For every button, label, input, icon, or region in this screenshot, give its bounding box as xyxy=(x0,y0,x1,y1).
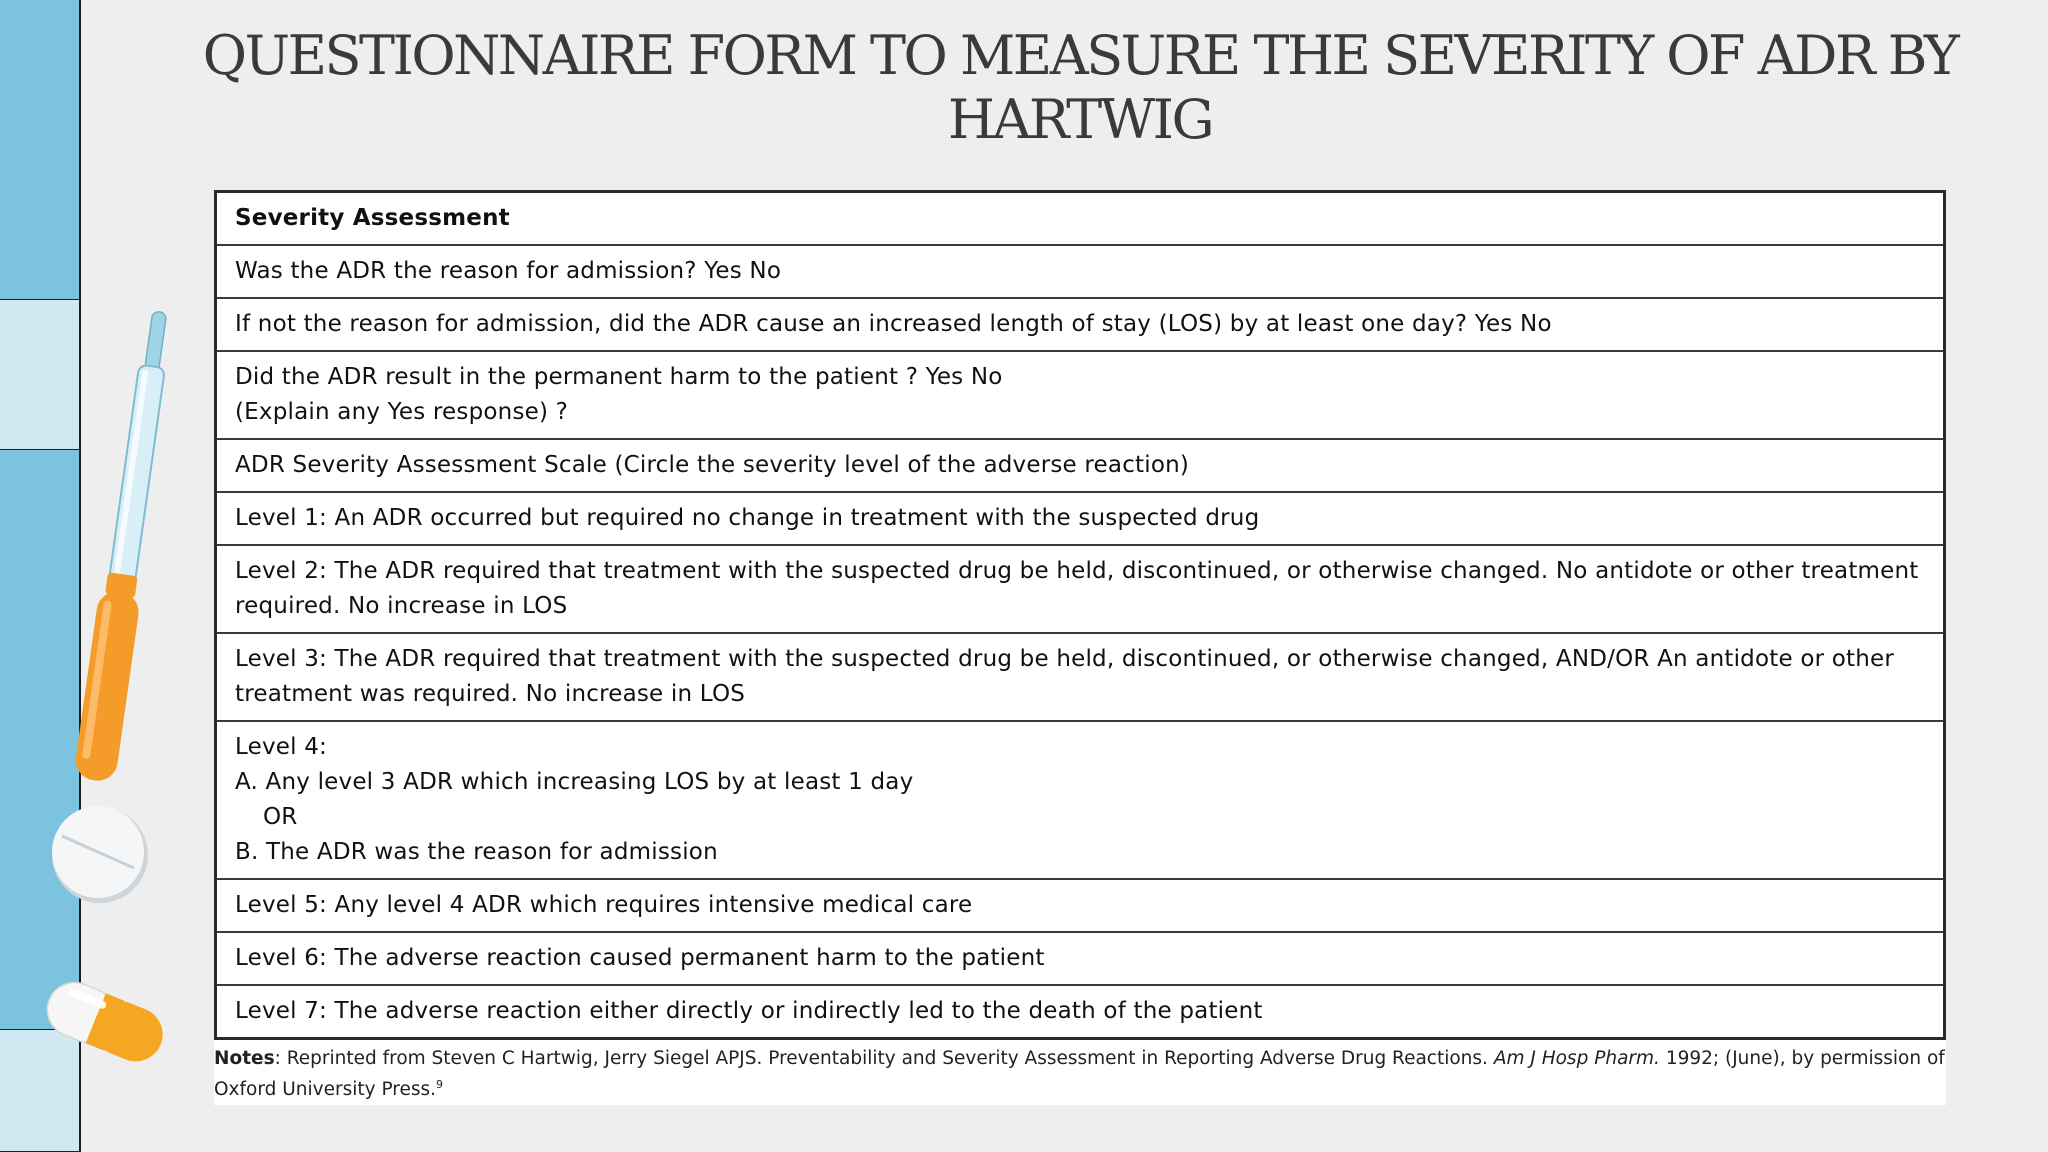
cell-line: Did the ADR result in the permanent harm to the patient ? Yes No xyxy=(235,364,1003,390)
cell-line: OR xyxy=(263,804,298,830)
table-row xyxy=(216,245,1945,298)
table-row xyxy=(216,351,1945,439)
table-cell xyxy=(216,985,1945,1039)
cell-line: A. Any level 3 ADR which increasing LOS by at least 1 day xyxy=(235,769,914,795)
notes-text: : Reprinted from Steven C Hartwig, Jerry Siegel APJS. Preventability and Severity Assessment in Reporting Adverse Drug Reactions. xyxy=(274,1048,1494,1069)
table-row xyxy=(216,439,1945,492)
strip-segment xyxy=(0,450,81,1030)
table-cell xyxy=(216,932,1945,985)
notes-reference: 9 xyxy=(436,1078,444,1091)
dropper-icon xyxy=(73,309,180,783)
cell-line: B. The ADR was the reason for admission xyxy=(235,839,718,865)
notes-text-2: 1992; (June), by permission of Oxford University Press. xyxy=(214,1048,1945,1101)
table-header: Severity Assessment xyxy=(216,192,1945,246)
cell-line: Level 7: The adverse reaction either directly or indirectly led to the death of the patient xyxy=(235,998,1263,1024)
cell-line: Was the ADR the reason for admission? Yes No xyxy=(235,258,782,284)
strip-segment xyxy=(0,0,81,300)
notes-label: Notes xyxy=(214,1048,275,1069)
table-row xyxy=(216,932,1945,985)
table-notes xyxy=(214,1040,1946,1105)
table-cell xyxy=(216,721,1945,879)
table-row xyxy=(216,492,1945,545)
severity-assessment-form xyxy=(214,190,1946,1105)
cell-line: Level 5: Any level 4 ADR which requires intensive medical care xyxy=(235,892,973,918)
table-cell xyxy=(216,298,1945,351)
table-row xyxy=(216,879,1945,932)
table-row xyxy=(216,545,1945,633)
cell-line: Level 2: The ADR required that treatment with the suspected drug be held, discontinued, or otherwise changed. No antidote or other treatment required. No increase in LOS xyxy=(235,558,1919,619)
severity-table xyxy=(214,190,1946,1040)
cell-line: (Explain any Yes response) ? xyxy=(235,399,569,425)
cell-line: Level 6: The adverse reaction caused permanent harm to the patient xyxy=(235,945,1045,971)
table-cell xyxy=(216,545,1945,633)
table-row xyxy=(216,985,1945,1039)
table-cell xyxy=(216,633,1945,721)
strip-segment xyxy=(0,300,81,450)
notes-journal: Am J Hosp Pharm. xyxy=(1493,1048,1660,1069)
table-row xyxy=(216,298,1945,351)
table-header-row xyxy=(216,192,1945,246)
cell-line: Level 1: An ADR occurred but required no change in treatment with the suspected drug xyxy=(235,505,1260,531)
table-row xyxy=(216,633,1945,721)
table-row xyxy=(216,721,1945,879)
cell-line: Level 3: The ADR required that treatment with the suspected drug be held, discontinued, or otherwise changed, AND/OR An antidote or other treatment was required. No increase in LOS xyxy=(235,646,1895,707)
table-cell xyxy=(216,351,1945,439)
slide-title: QUESTIONNAIRE FORM TO MEASURE THE SEVERITY OF ADR BY HARTWIG xyxy=(202,24,1958,151)
cell-line: ADR Severity Assessment Scale (Circle the severity level of the adverse reaction) xyxy=(235,452,1190,478)
cell-line: If not the reason for admission, did the ADR cause an increased length of stay (LOS) by at least one day? Yes No xyxy=(235,311,1552,337)
table-cell xyxy=(216,879,1945,932)
cell-line: Level 4: xyxy=(235,734,328,760)
left-decorative-strip xyxy=(0,0,81,1152)
table-cell xyxy=(216,245,1945,298)
table-cell xyxy=(216,492,1945,545)
table-cell xyxy=(216,439,1945,492)
strip-segment xyxy=(0,1030,81,1152)
